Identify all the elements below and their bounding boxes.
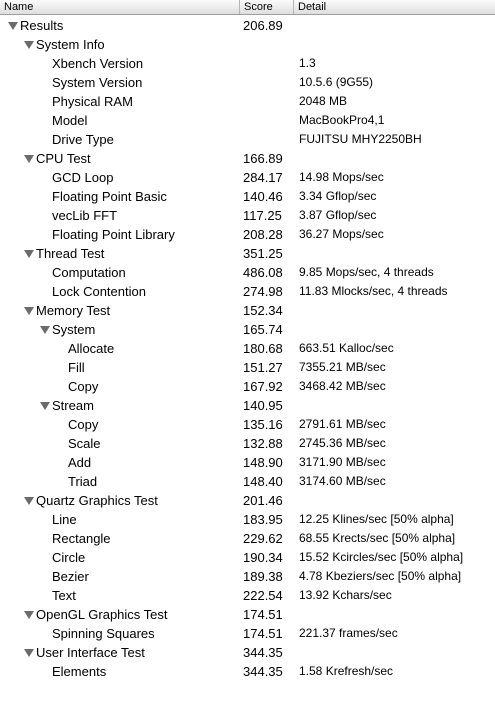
outline-row[interactable] [0, 301, 495, 320]
row-name: Model [52, 113, 88, 128]
row-name: System Version [52, 75, 143, 90]
outline-row[interactable] [0, 662, 495, 681]
row-detail: 2791.61 MB/sec [299, 417, 386, 431]
row-score: 208.28 [243, 227, 283, 242]
row-score: 180.68 [243, 341, 283, 356]
row-detail: 3171.90 MB/sec [299, 455, 386, 469]
row-detail: 10.5.6 (9G55) [299, 75, 374, 89]
row-name: Circle [52, 550, 86, 565]
row-score: 152.34 [243, 303, 283, 318]
row-name: Add [68, 455, 92, 470]
row-name: Floating Point Basic [52, 189, 167, 204]
row-name: Drive Type [52, 132, 114, 147]
row-name: System Info [36, 37, 105, 52]
row-detail: 14.98 Mops/sec [299, 170, 384, 184]
row-detail: 3468.42 MB/sec [299, 379, 386, 393]
row-score: 190.34 [243, 550, 283, 565]
outline-row[interactable] [0, 453, 495, 472]
row-name: GCD Loop [52, 170, 114, 185]
outline-row[interactable] [0, 567, 495, 586]
outline-row[interactable] [0, 415, 495, 434]
outline-row[interactable] [0, 510, 495, 529]
row-name: User Interface Test [36, 645, 145, 660]
outline-row[interactable] [0, 263, 495, 282]
outline-row[interactable] [0, 206, 495, 225]
row-name: Physical RAM [52, 94, 133, 109]
detail-column-header[interactable]: Detail [298, 1, 327, 13]
outline-row[interactable] [0, 111, 495, 130]
row-name: System [52, 322, 96, 337]
outline-row[interactable] [0, 282, 495, 301]
disclosure-triangle-icon[interactable] [24, 611, 34, 619]
outline-row[interactable] [0, 130, 495, 149]
row-detail: MacBookPro4,1 [299, 113, 385, 127]
row-score: 344.35 [243, 664, 283, 679]
outline-row[interactable] [0, 377, 495, 396]
row-detail: 4.78 Kbeziers/sec [50% alpha] [299, 569, 462, 583]
row-name: OpenGL Graphics Test [36, 607, 168, 622]
row-name: Floating Point Library [52, 227, 175, 242]
row-detail: 3.34 Gflop/sec [299, 189, 377, 203]
outline-row[interactable] [0, 548, 495, 567]
row-name: Copy [68, 417, 99, 432]
row-score: 135.16 [243, 417, 283, 432]
score-column-header[interactable]: Score [240, 0, 294, 14]
outline-row[interactable] [0, 358, 495, 377]
outline-row[interactable] [0, 225, 495, 244]
row-detail: 663.51 Kalloc/sec [299, 341, 394, 355]
row-name: Allocate [68, 341, 115, 356]
disclosure-triangle-icon[interactable] [24, 497, 34, 505]
row-score: 189.38 [243, 569, 283, 584]
row-score: 206.89 [243, 18, 283, 33]
row-score: 201.46 [243, 493, 283, 508]
outline-row[interactable] [0, 339, 495, 358]
disclosure-triangle-icon[interactable] [40, 326, 50, 334]
row-score: 148.90 [243, 455, 283, 470]
outline-row[interactable] [0, 73, 495, 92]
row-score: 117.25 [243, 208, 282, 223]
outline-row[interactable] [0, 35, 495, 54]
disclosure-triangle-icon[interactable] [24, 250, 34, 258]
row-name: Text [52, 588, 76, 603]
row-name: Bezier [52, 569, 89, 584]
name-column-header[interactable]: Name [0, 0, 240, 14]
row-detail: 36.27 Mops/sec [299, 227, 384, 241]
row-score: 222.54 [243, 588, 283, 603]
outline-row[interactable] [0, 529, 495, 548]
row-detail: 1.3 [299, 56, 316, 70]
row-detail: 221.37 frames/sec [299, 626, 398, 640]
row-score: 486.08 [243, 265, 283, 280]
outline-row[interactable] [0, 586, 495, 605]
row-detail: 15.52 Kcircles/sec [50% alpha] [299, 550, 464, 564]
row-detail: 2745.36 MB/sec [299, 436, 386, 450]
disclosure-triangle-icon[interactable] [8, 22, 18, 30]
row-name: Xbench Version [52, 56, 144, 71]
row-name: Results [20, 18, 64, 33]
row-detail: 11.83 Mlocks/sec, 4 threads [299, 284, 448, 298]
outline-row[interactable] [0, 92, 495, 111]
outline-row[interactable] [0, 244, 495, 263]
row-score: 344.35 [243, 645, 283, 660]
row-name: Quartz Graphics Test [36, 493, 158, 508]
outline-row[interactable] [0, 434, 495, 453]
row-score: 151.27 [243, 360, 283, 375]
outline-row[interactable] [0, 605, 495, 624]
outline-row[interactable] [0, 320, 495, 339]
row-score: 140.46 [243, 189, 283, 204]
outline-row[interactable] [0, 643, 495, 662]
row-name: Computation [52, 265, 126, 280]
outline-row[interactable] [0, 149, 495, 168]
outline-row[interactable] [0, 187, 495, 206]
row-score: 274.98 [243, 284, 283, 299]
row-name: Fill [68, 360, 85, 375]
outline-row[interactable] [0, 168, 495, 187]
disclosure-triangle-icon[interactable] [24, 649, 34, 657]
outline-row[interactable] [0, 54, 495, 73]
row-score: 167.92 [243, 379, 283, 394]
outline-row[interactable] [0, 396, 495, 415]
row-detail: 7355.21 MB/sec [299, 360, 386, 374]
row-name: Stream [52, 398, 94, 413]
row-score: 174.51 [243, 607, 283, 622]
results-outline [0, 16, 495, 681]
row-detail: 3.87 Gflop/sec [299, 208, 377, 222]
row-detail: 13.92 Kchars/sec [299, 588, 392, 602]
row-name: Thread Test [36, 246, 105, 261]
column-header [0, 0, 495, 15]
row-name: Elements [52, 664, 107, 679]
row-detail: 12.25 Klines/sec [50% alpha] [299, 512, 454, 526]
row-name: Line [52, 512, 77, 527]
row-score: 229.62 [243, 531, 283, 546]
row-score: 166.89 [243, 151, 283, 166]
row-name: Lock Contention [52, 284, 146, 299]
row-score: 132.88 [243, 436, 283, 451]
row-detail: 9.85 Mops/sec, 4 threads [299, 265, 434, 279]
row-score: 174.51 [243, 626, 283, 641]
disclosure-triangle-icon[interactable] [24, 307, 34, 315]
disclosure-triangle-icon[interactable] [24, 41, 34, 49]
row-name: Memory Test [36, 303, 111, 318]
disclosure-triangle-icon[interactable] [24, 155, 34, 163]
outline-row[interactable] [0, 491, 495, 510]
outline-row[interactable] [0, 624, 495, 643]
row-name: vecLib FFT [52, 208, 118, 223]
row-name: Triad [68, 474, 98, 489]
outline-row[interactable] [0, 16, 495, 35]
row-score: 148.40 [243, 474, 283, 489]
row-name: CPU Test [36, 151, 91, 166]
row-name: Scale [68, 436, 101, 451]
row-detail: FUJITSU MHY2250BH [299, 132, 422, 146]
row-score: 284.17 [243, 170, 283, 185]
row-detail: 68.55 Krects/sec [50% alpha] [299, 531, 456, 545]
row-score: 165.74 [243, 322, 283, 337]
row-name: Spinning Squares [52, 626, 155, 641]
row-detail: 1.58 Krefresh/sec [299, 664, 394, 678]
row-name: Copy [68, 379, 99, 394]
row-score: 183.95 [243, 512, 283, 527]
row-score: 351.25 [243, 246, 283, 261]
row-detail: 2048 MB [299, 94, 348, 108]
outline-row[interactable] [0, 472, 495, 491]
row-detail: 3174.60 MB/sec [299, 474, 386, 488]
row-score: 140.95 [243, 398, 283, 413]
row-name: Rectangle [52, 531, 111, 546]
disclosure-triangle-icon[interactable] [40, 402, 50, 410]
